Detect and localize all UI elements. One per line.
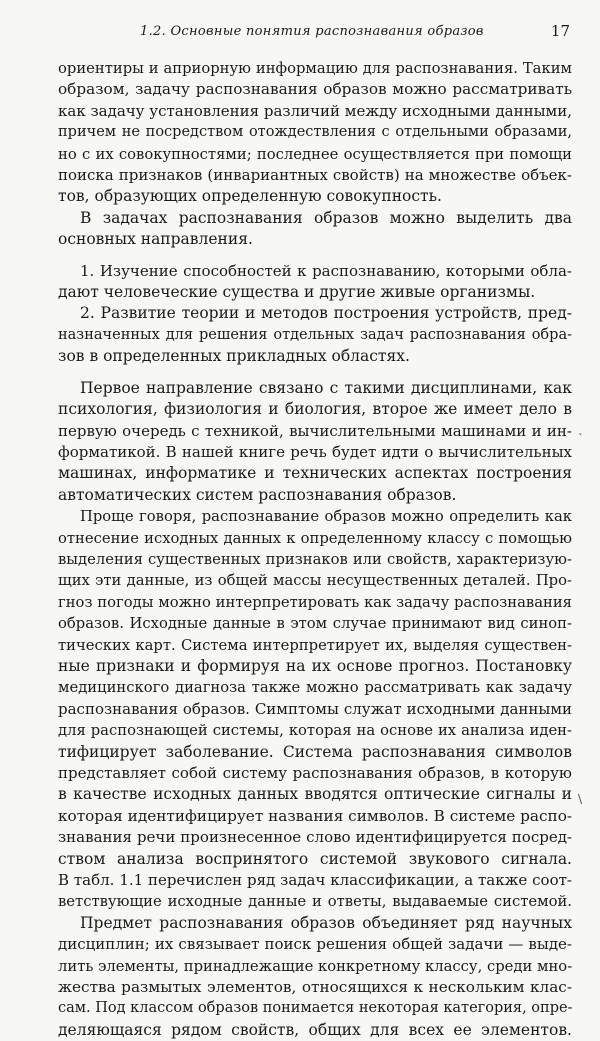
text-line: основных направления.	[58, 230, 253, 249]
text-line: сам. Под классом образов понимается некоторая категория, опре-	[58, 1000, 573, 1017]
text-line: представляет собой систему распознавания образов, в которую	[58, 764, 572, 782]
text-line: назначенных для решения отдельных задач распознавания обра-	[58, 326, 572, 343]
text-line: тов, образующих определенную совокупность.	[58, 187, 442, 206]
page-header	[80, 20, 570, 46]
text-line: машинах, информатике и технических аспектах построения	[58, 464, 572, 483]
text-line: психология, физиология и биология, второе же имеет дело в	[58, 400, 572, 419]
text-line: образов. Исходные данные в этом случае принимают вид синоп-	[58, 615, 572, 633]
text-line: для распознающей системы, которая на основе их анализа иден-	[58, 722, 572, 740]
text-line: образом, задачу распознавания образов можно рассматривать	[58, 80, 572, 99]
page-number: 17	[550, 22, 570, 40]
text-line: тифицирует заболевание. Система распознавания символов	[58, 742, 572, 761]
text-line: автоматических систем распознавания образов.	[58, 485, 457, 504]
text-line: распознавания образов. Симптомы служат исходными данными	[58, 699, 572, 718]
text-line: тических карт. Система интерпретирует их, выделяя существен-	[58, 636, 572, 654]
text-line: 1. Изучение способностей к распознаванию, которыми обла-	[80, 261, 572, 280]
text-line: знавания речи произнесенное слово идентифицируется посред-	[58, 828, 572, 847]
text-line: жества размытых элементов, относящихся к нескольким клас-	[58, 978, 572, 997]
text-line: отнесение исходных данных к определенному классу с помощью	[58, 529, 572, 547]
text-line: ветствующие исходные данные и ответы, выдаваемые системой.	[58, 893, 572, 911]
text-line: щих эти данные, из общей массы несущественных деталей. Про-	[58, 572, 572, 590]
text-line: как задачу установления различий между исходными данными,	[58, 101, 572, 120]
running-title: 1.2. Основные понятия распознавания образов	[140, 24, 484, 39]
text-line: зов в определенных прикладных областях.	[58, 347, 410, 366]
text-line: первую очередь с техникой, вычислительными машинами и ин-	[58, 421, 572, 440]
text-line: гноз погоды можно интерпретировать как задачу распознавания	[58, 593, 572, 611]
margin-mark: `	[578, 432, 584, 446]
text-line: В табл. 1.1 перечислен ряд задач классификации, а также соот-	[58, 871, 572, 890]
text-line: дают человеческие существа и другие живые организмы.	[58, 283, 536, 302]
margin-mark: \	[578, 792, 583, 806]
text-line: лить элементы, принадлежащие конкретному классу, среди мно-	[58, 957, 573, 975]
text-line: ориентиры и априорную информацию для распознавания. Таким	[58, 60, 572, 77]
text-line: деляющаяся рядом свойств, общих для всех ее элементов.	[58, 1020, 572, 1039]
text-line: Проще говоря, распознавание образов можно определить как	[80, 508, 572, 526]
text-line: В задачах распознавания образов можно выделить два	[80, 208, 572, 227]
text-line: но с их совокупностями; последнее осуществляется при помощи	[58, 145, 572, 163]
text-line: ные признаки и формируя на их основе прогноз. Постановку	[58, 656, 572, 675]
text-line: в качестве исходных данных вводятся оптические сигналы и	[58, 785, 572, 804]
text-line: дисциплин; их связывает поиск решения общей задачи — выде-	[58, 935, 572, 954]
text-line: причем не посредством отождествления с отдельными образами,	[58, 124, 572, 141]
text-line: ством анализа воспринятого системой звукового сигнала.	[58, 849, 572, 868]
text-line: медицинского диагноза также можно рассматривать как задачу	[58, 679, 572, 697]
text-line: 2. Развитие теории и методов построения устройств, пред-	[80, 304, 572, 323]
text-line: выделения существенных признаков или свойств, характеризую-	[58, 550, 572, 568]
body-text	[58, 58, 572, 1041]
text-line: которая идентифицирует названия символов. В системе распо-	[58, 806, 573, 825]
text-line: поиска признаков (инвариантных свойств) на множестве объек-	[58, 166, 572, 185]
text-line: Первое направление связано с такими дисциплинами, как	[80, 378, 572, 397]
text-line: форматикой. В нашей книге речь будет идти о вычислительных	[58, 442, 572, 461]
text-line: Предмет распознавания образов объединяет ряд научных	[80, 913, 572, 932]
